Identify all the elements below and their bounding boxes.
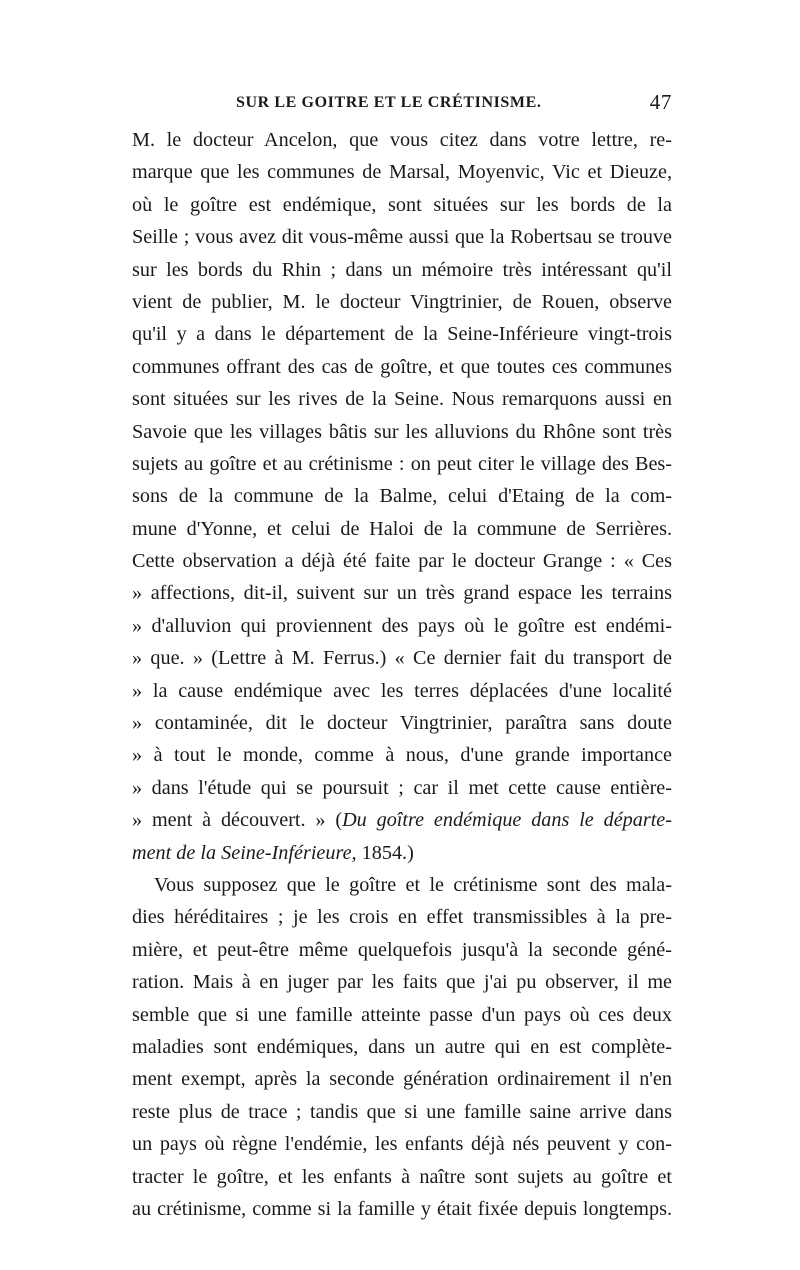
paragraph-1: [132, 124, 672, 869]
text-line: Seille ; vous avez dit vous-même aussi que la Robertsau se trouve: [132, 226, 672, 249]
text-line: vient de publier, M. le docteur Vingtrinier, de Rouen, observe: [132, 290, 672, 313]
citation-year: 1854.): [356, 841, 414, 864]
text-line: sons de la commune de la Balme, celui d'Etaing de la com-: [132, 485, 672, 508]
book-page: [132, 92, 672, 1225]
text-line: » que. » (Lettre à M. Ferrus.) « Ce dernier fait du transport de: [132, 647, 672, 670]
text-line: au crétinisme, comme si la famille y était fixée depuis longtemps.: [132, 1197, 672, 1220]
citation-line: [132, 837, 672, 869]
text-line: semble que si une famille atteinte passe d'un pays où ces deux: [132, 1003, 672, 1026]
text-line: » affections, dit-il, suivent sur un très grand espace les terrains: [132, 582, 672, 605]
text-line: ration. Mais à en juger par les faits que j'ai pu observer, il me: [132, 971, 672, 994]
text-line: Cette observation a déjà été faite par le docteur Grange : « Ces: [132, 550, 672, 573]
text-line: reste plus de trace ; tandis que si une famille saine arrive dans: [132, 1100, 672, 1123]
paragraph-2: [132, 869, 672, 1225]
text-line-with-citation: [132, 804, 672, 836]
text-line: M. le docteur Ancelon, que vous citez dans votre lettre, re-: [132, 129, 672, 151]
text-line: ment exempt, après la seconde génération ordinairement il n'en: [132, 1068, 672, 1091]
text-line: mière, et peut-être même quelquefois jusqu'à la seconde géné-: [132, 938, 672, 961]
text-line: » contaminée, dit le docteur Vingtrinier, paraîtra sans doute: [132, 712, 672, 735]
running-head: [132, 92, 672, 122]
text-line: un pays où règne l'endémie, les enfants déjà nés peuvent y con-: [132, 1133, 672, 1156]
text-line: marque que les communes de Marsal, Moyenvic, Vic et Dieuze,: [132, 161, 672, 184]
text-line: sur les bords du Rhin ; dans un mémoire très intéressant qu'il: [132, 258, 672, 281]
text-line: Vous supposez que le goître et le crétinisme sont des mala-: [154, 873, 672, 896]
text-line: dies héréditaires ; je les crois en effet transmissibles à la pre-: [132, 906, 672, 929]
text-line: tracter le goître, et les enfants à naître sont sujets au goître et: [132, 1165, 672, 1188]
page-number: 47: [649, 90, 672, 114]
text-line: » à tout le monde, comme à nous, d'une grande importance: [132, 744, 672, 767]
running-title: SUR LE GOITRE ET LE CRÉTINISME.: [236, 94, 542, 111]
citation-title-part2: ment de la Seine-Inférieure,: [132, 841, 357, 864]
text-line: maladies sont endémiques, dans un autre qui en est complète-: [132, 1035, 672, 1058]
text-line: où le goître est endémique, sont situées sur les bords de la: [132, 193, 672, 216]
citation-title-part1: Du goître endémique dans le départe-: [342, 809, 672, 832]
text-line: » d'alluvion qui proviennent des pays où le goître est endémi-: [132, 614, 672, 637]
text-line: communes offrant des cas de goître, et que toutes ces communes: [132, 355, 672, 378]
text-line: qu'il y a dans le département de la Seine-Inférieure vingt-trois: [132, 323, 672, 346]
text-line: sont situées sur les rives de la Seine. Nous remarquons aussi en: [132, 388, 672, 411]
text-line: Savoie que les villages bâtis sur les alluvions du Rhône sont très: [132, 420, 672, 443]
text-line: sujets au goître et au crétinisme : on peut citer le village des Bes-: [132, 452, 672, 475]
body-text: [132, 124, 672, 1225]
text-line: mune d'Yonne, et celui de Haloi de la commune de Serrières.: [132, 517, 672, 540]
text-line: » la cause endémique avec les terres déplacées d'une localité: [132, 679, 672, 702]
text-line: » dans l'étude qui se poursuit ; car il met cette cause entière-: [132, 776, 672, 799]
citation-lead: » ment à découvert. » (: [132, 809, 343, 832]
